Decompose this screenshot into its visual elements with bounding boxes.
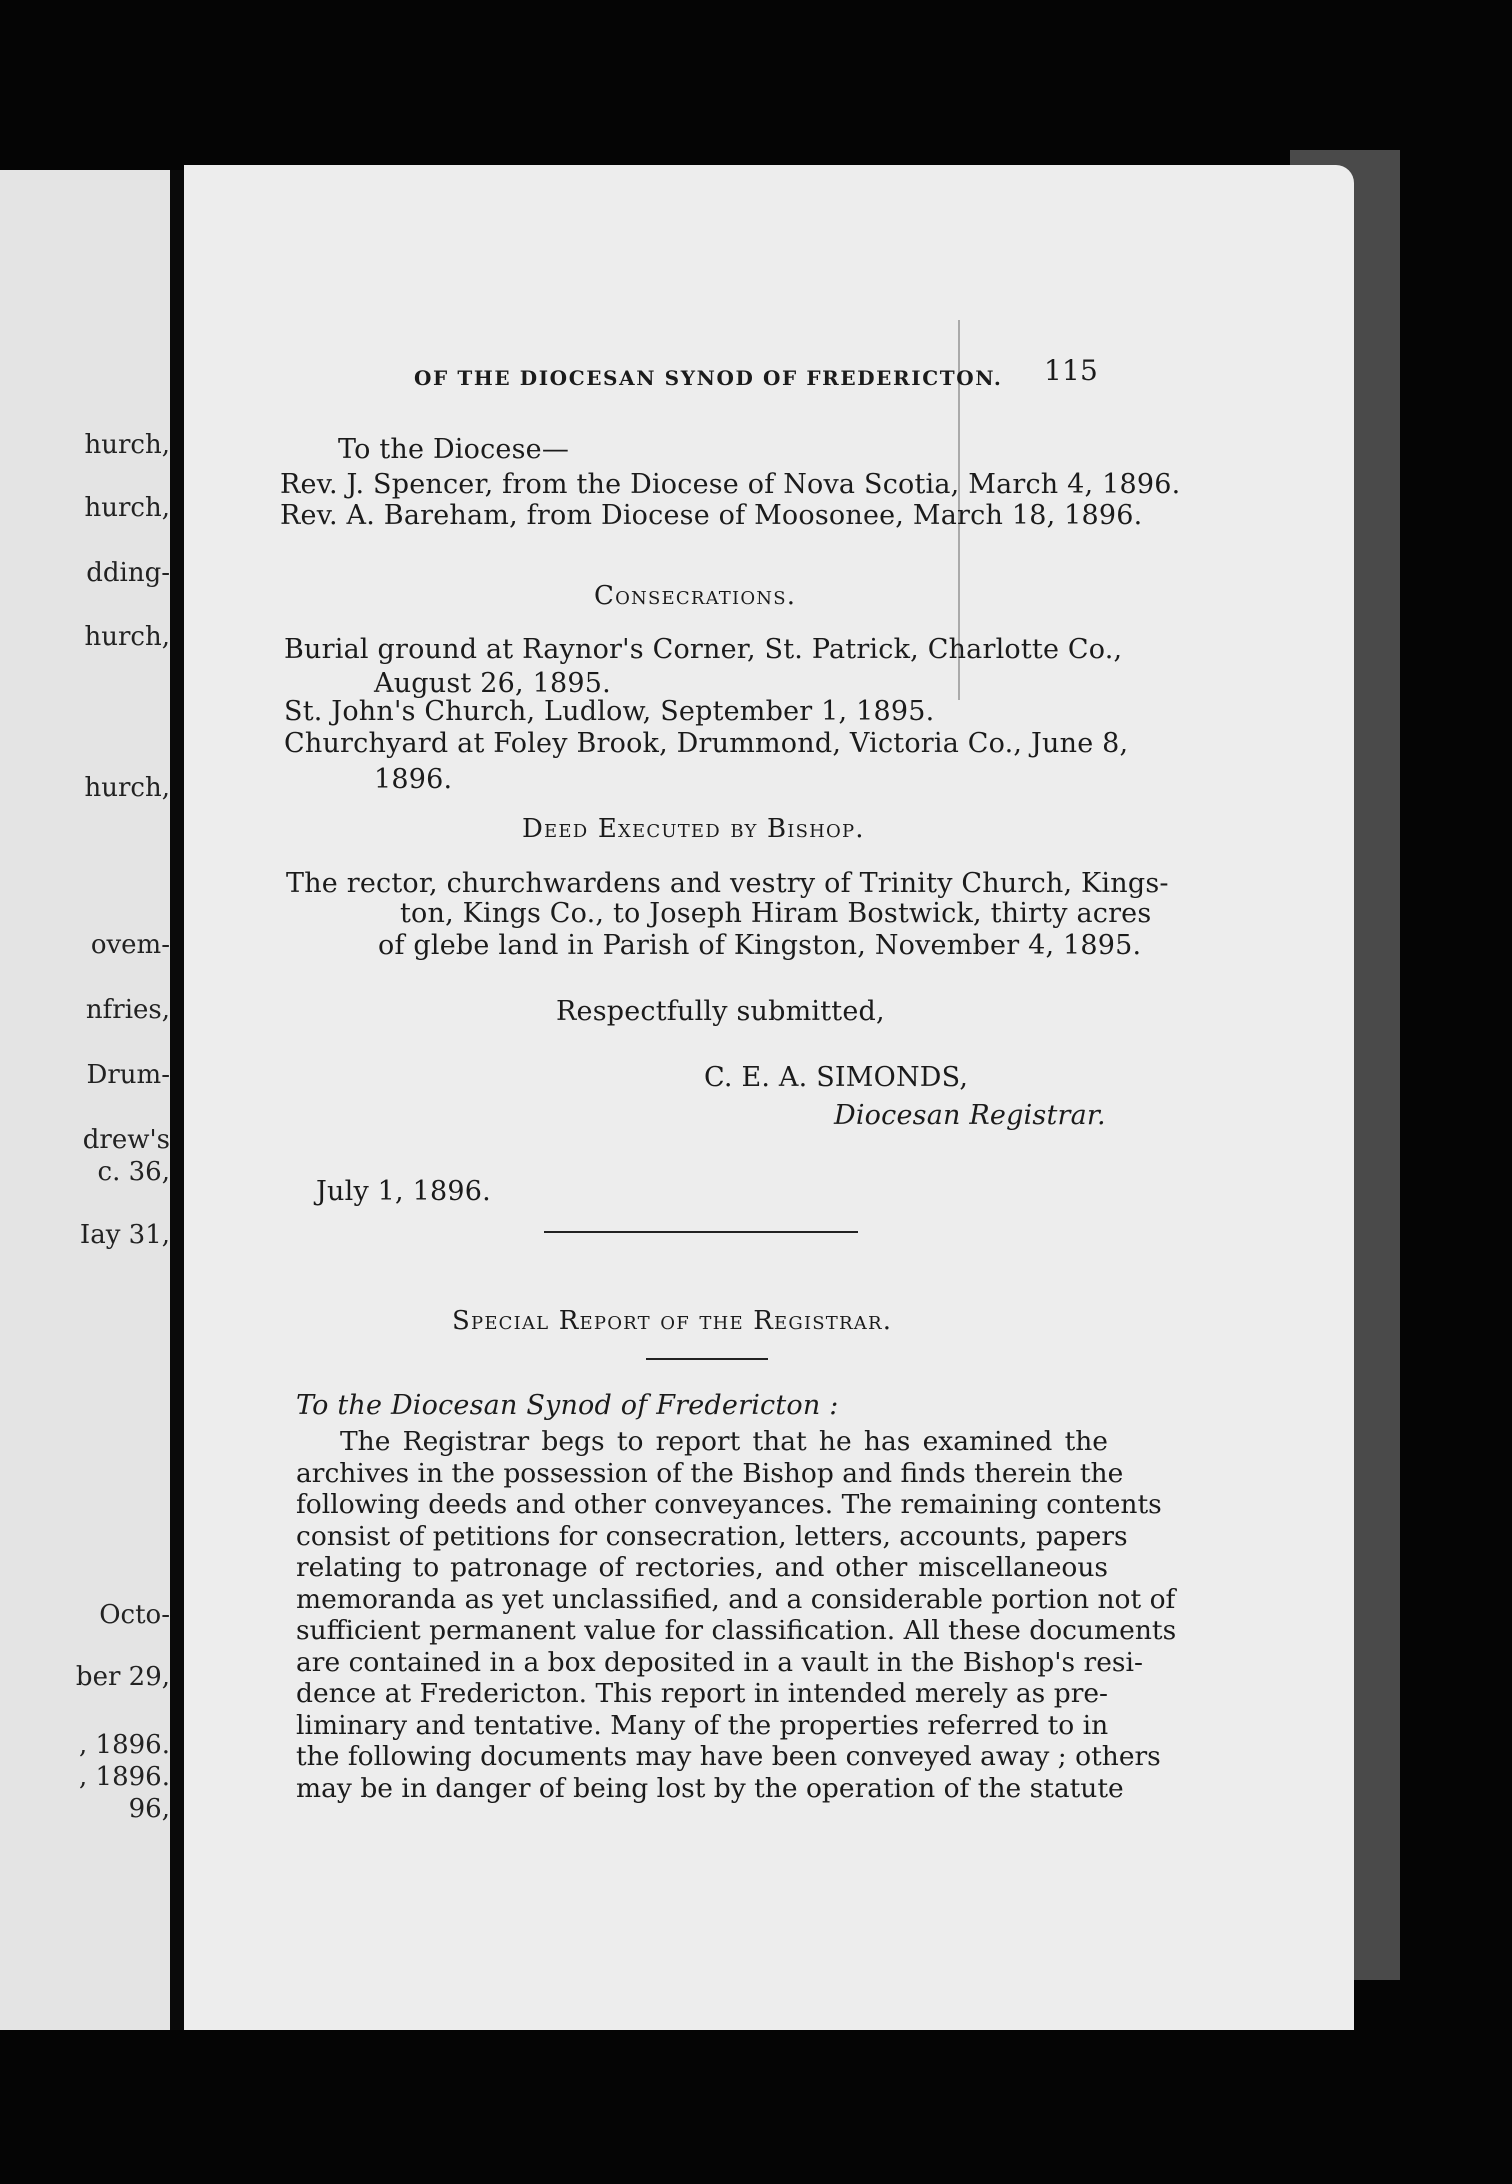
left-fragment: ber 29, (75, 1662, 170, 1692)
body-line: The Registrar begs to report that he has examined the (340, 1426, 1108, 1457)
signer-name: C. E. A. SIMONDS, (704, 1062, 969, 1093)
body-line: memoranda as yet unclassified, and a considerable portion not of (296, 1583, 1176, 1615)
consecrations-heading: Consecrations. (594, 581, 797, 611)
consecration-line: St. John's Church, Ludlow, September 1, 1895. (284, 696, 935, 727)
body-line: archives in the possession of the Bishop and finds therein the (296, 1457, 1124, 1489)
section-divider (544, 1231, 858, 1233)
transfer-entry: Rev. J. Spencer, from the Diocese of Nova Scotia, March 4, 1896. (280, 469, 1181, 500)
left-fragment: hurch, (84, 622, 170, 652)
salutation: To the Diocesan Synod of Fredericton : (296, 1390, 839, 1421)
left-fragment: c. 36, (97, 1157, 170, 1187)
left-fragment: , 1896. (79, 1730, 170, 1760)
signer-title: Diocesan Registrar. (834, 1100, 1106, 1131)
consecration-line: Churchyard at Foley Brook, Drummond, Victoria Co., June 8, (284, 728, 1129, 759)
consecration-line: Burial ground at Raynor's Corner, St. Patrick, Charlotte Co., (284, 634, 1123, 665)
left-fragment: 96, (128, 1794, 170, 1824)
left-fragment: hurch, (84, 430, 170, 460)
left-fragment: Iay 31, (79, 1220, 170, 1250)
deed-line: The rector, churchwardens and vestry of Trinity Church, Kings- (286, 868, 1169, 899)
body-line: consist of petitions for consecration, letters, accounts, papers (296, 1520, 1128, 1552)
body-line: liminary and tentative. Many of the properties referred to in (296, 1709, 1109, 1741)
left-fragment: Drum- (86, 1060, 170, 1090)
previous-page (0, 170, 178, 2030)
to-diocese-label: To the Diocese— (338, 434, 570, 465)
consecration-line: 1896. (374, 764, 453, 795)
deed-line: ton, Kings Co., to Joseph Hiram Bostwick, thirty acres (400, 898, 1152, 929)
left-fragment: dding- (86, 558, 170, 588)
left-fragment: ovem- (90, 930, 170, 960)
heading-underline (646, 1358, 768, 1360)
body-line: are contained in a box deposited in a vault in the Bishop's resi- (296, 1646, 1143, 1678)
body-line: following deeds and other conveyances. The remaining contents (296, 1489, 1162, 1520)
body-line: dence at Fredericton. This report in intended merely as pre- (296, 1678, 1108, 1709)
left-fragment: drew's (82, 1125, 170, 1155)
deed-heading: Deed Executed by Bishop. (522, 814, 865, 844)
left-fragment: , 1896. (79, 1762, 170, 1792)
transfer-entry: Rev. A. Bareham, from Diocese of Moosonee, March 18, 1896. (280, 500, 1143, 531)
left-fragment: nfries, (85, 995, 170, 1025)
running-header: OF THE DIOCESAN SYNOD OF FREDERICTON. (414, 366, 1003, 390)
special-report-heading: Special Report of the Registrar. (452, 1306, 893, 1336)
page-number: 115 (1044, 354, 1099, 387)
body-line: relating to patronage of rectories, and other miscellaneous (296, 1552, 1108, 1583)
body-line: sufficient permanent value for classification. All these documents (296, 1615, 1177, 1646)
respectfully-submitted: Respectfully submitted, (556, 996, 885, 1027)
body-line: the following documents may have been conveyed away ; others (296, 1741, 1161, 1772)
left-fragment: hurch, (84, 773, 170, 803)
consecration-line: August 26, 1895. (374, 668, 611, 699)
body-line: may be in danger of being lost by the operation of the statute (296, 1772, 1124, 1804)
report-body (296, 1426, 1177, 1804)
left-fragment: hurch, (84, 493, 170, 523)
report-date: July 1, 1896. (316, 1176, 491, 1207)
deed-line: of glebe land in Parish of Kingston, November 4, 1895. (378, 930, 1142, 961)
left-fragment: Octo- (99, 1600, 170, 1630)
